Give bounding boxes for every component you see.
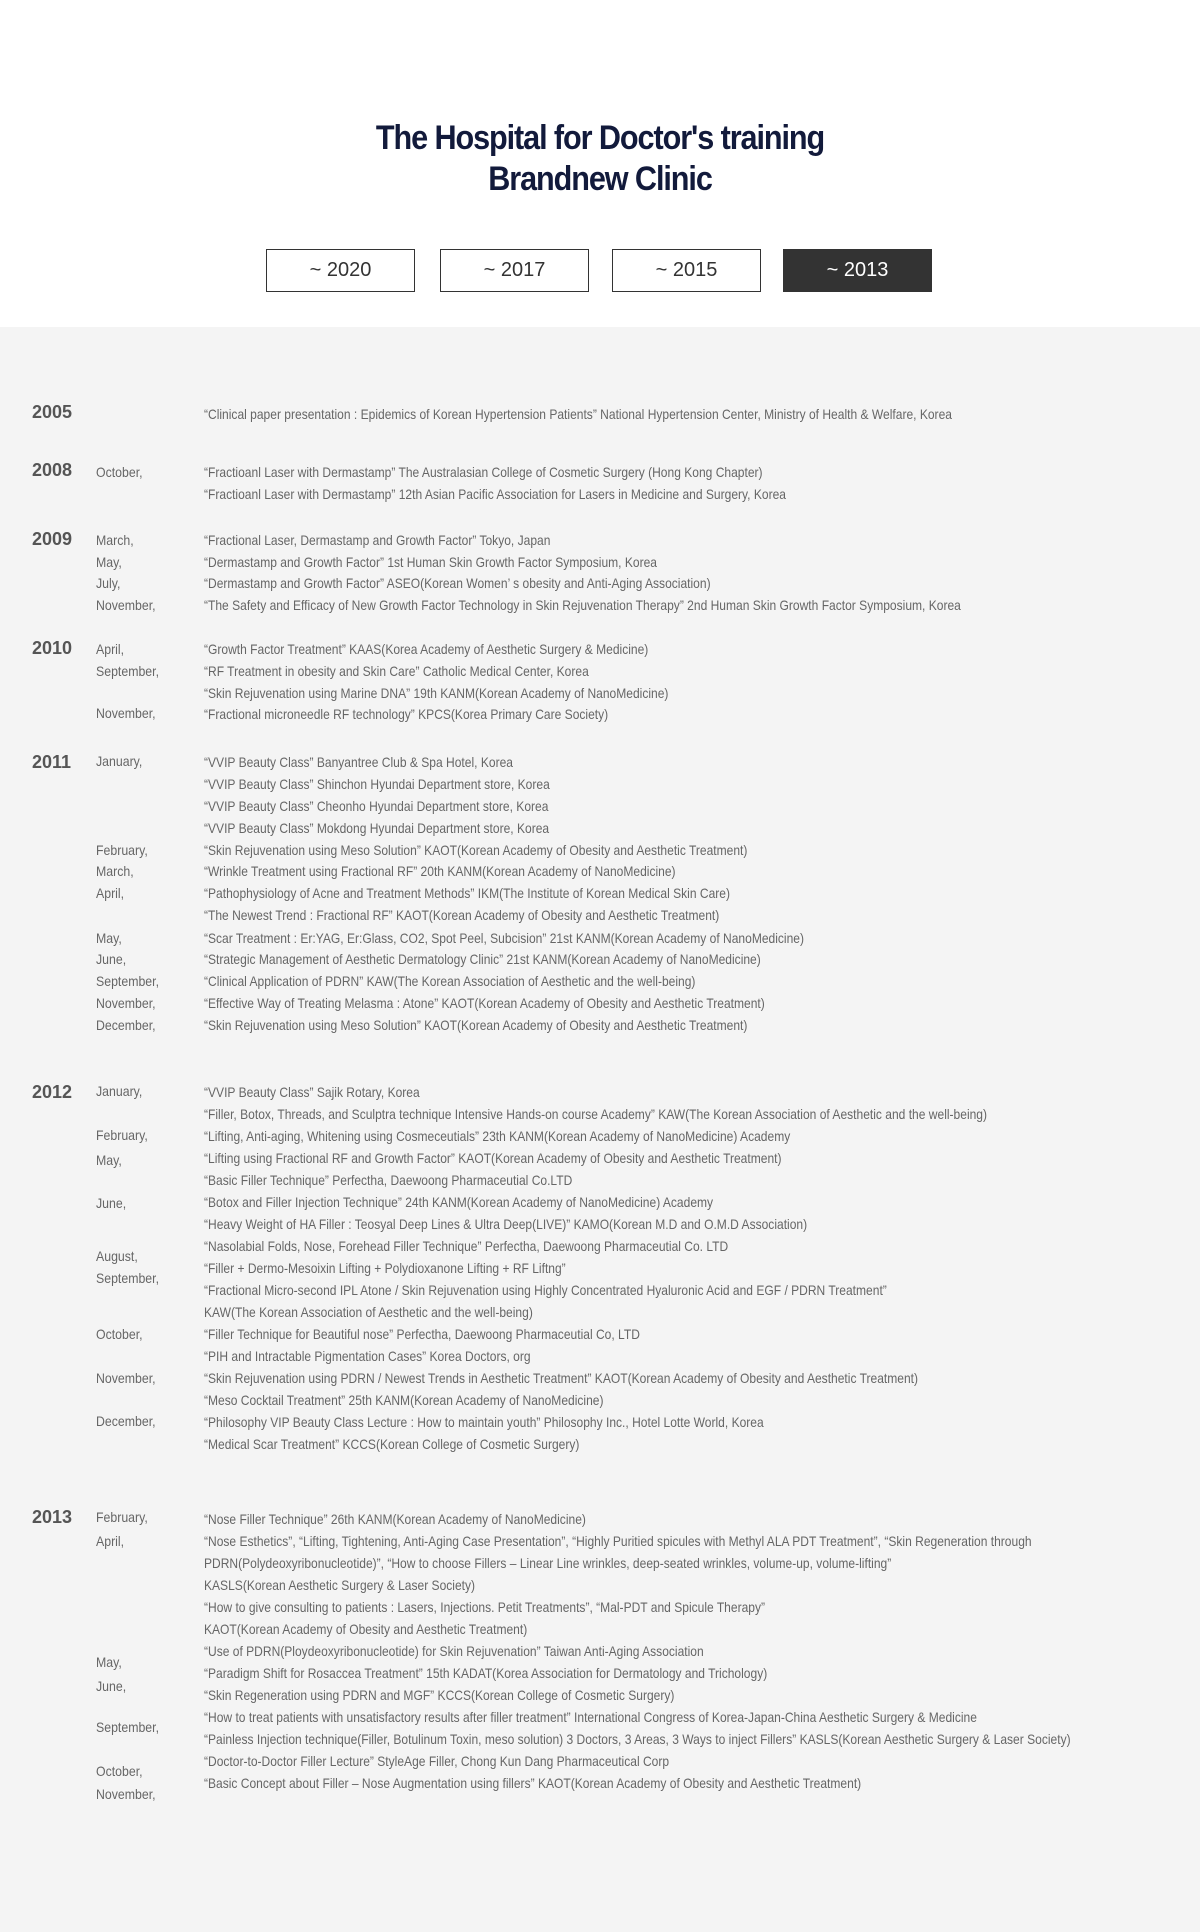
month-label: May,	[96, 930, 122, 946]
history-line: “Scar Treatment : Er:YAG, Er:Glass, CO2, Spot Peel, Subcision” 21st KANM(Korean Academy of NanoMedicine)	[204, 930, 805, 946]
history-line: “Growth Factor Treatment” KAAS(Korea Academy of Aesthetic Surgery & Medicine)	[204, 641, 649, 657]
history-line: “VVIP Beauty Class” Mokdong Hyundai Department store, Korea	[204, 820, 550, 836]
month-label: December,	[96, 1017, 156, 1033]
history-section	[0, 327, 1200, 1932]
tab-2020[interactable]: ~ 2020	[266, 249, 415, 292]
history-line: “Meso Cocktail Treatment” 25th KANM(Korean Academy of NanoMedicine)	[204, 1392, 604, 1408]
history-line: “Strategic Management of Aesthetic Dermatology Clinic” 21st KANM(Korean Academy of NanoMedicine)	[204, 951, 761, 967]
history-line: “Dermastamp and Growth Factor” 1st Human Skin Growth Factor Symposium, Korea	[204, 554, 657, 570]
history-line: “Use of PDRN(Ploydeoxyribonucleotide) for Skin Rejuvenation” Taiwan Anti-Aging Association	[204, 1643, 704, 1659]
month-label: June,	[96, 951, 127, 967]
year-2012: 2012	[32, 1082, 73, 1102]
history-line: “Medical Scar Treatment” KCCS(Korean College of Cosmetic Surgery)	[204, 1436, 580, 1452]
history-line: “VVIP Beauty Class” Banyantree Club & Spa Hotel, Korea	[204, 754, 513, 770]
year-2008: 2008	[32, 460, 73, 480]
history-line: “Lifting, Anti-aging, Whitening using Cosmeceutials” 23th KANM(Korean Academy of NanoMedicine) Academy	[204, 1128, 791, 1144]
month-label: June,	[96, 1678, 127, 1694]
history-line: “Fractional Micro-second IPL Atone / Skin Rejuvenation using Highly Concentrated Hyaluronic Acid and EGF / PDRN Treatment”	[204, 1282, 887, 1298]
month-label: July,	[96, 575, 121, 591]
history-line: “Nose Filler Technique” 26th KANM(Korean Academy of NanoMedicine)	[204, 1511, 586, 1527]
month-label: May,	[96, 1654, 122, 1670]
month-label: September,	[96, 1270, 160, 1286]
month-label: November,	[96, 1370, 156, 1386]
month-label: May,	[96, 1152, 122, 1168]
history-line: “Heavy Weight of HA Filler : Teosyal Deep Lines & Ultra Deep(LIVE)” KAMO(Korean M.D and O.M.D Association)	[204, 1216, 808, 1232]
history-line: “Fractional microneedle RF technology” KPCS(Korea Primary Care Society)	[204, 706, 609, 722]
title-line-1: The Hospital for Doctor's training	[375, 119, 825, 157]
history-line: “Basic Concept about Filler – Nose Augmentation using fillers” KAOT(Korean Academy of Obesity and Aesthetic Treatment)	[204, 1775, 862, 1791]
history-line: “Clinical paper presentation : Epidemics of Korean Hypertension Patients” National Hypertension Center, Ministry of Health & Welfare, Korea	[204, 406, 952, 422]
month-label: November,	[96, 597, 156, 613]
history-line: “Skin Rejuvenation using Meso Solution” KAOT(Korean Academy of Obesity and Aesthetic Treatment)	[204, 1017, 748, 1033]
month-label: October,	[96, 1763, 143, 1779]
tab-2017[interactable]: ~ 2017	[440, 249, 589, 292]
history-line: “Paradigm Shift for Rosaccea Treatment” 15th KADAT(Korea Association for Dermatology and Trichology)	[204, 1665, 768, 1681]
history-line: “VVIP Beauty Class” Cheonho Hyundai Department store, Korea	[204, 798, 549, 814]
history-line: “Doctor-to-Doctor Filler Lecture” StyleAge Filler, Chong Kun Dang Pharmaceutical Corp	[204, 1753, 670, 1769]
history-line: “How to treat patients with unsatisfactory results after filler treatment” International Congress of Korea-Japan-China Aesthetic Surgery & Medicine	[204, 1709, 977, 1725]
history-line: “Effective Way of Treating Melasma : Atone” KAOT(Korean Academy of Obesity and Aesthetic Treatment)	[204, 995, 765, 1011]
month-label: November,	[96, 1786, 156, 1802]
history-line: “Skin Rejuvenation using PDRN / Newest Trends in Aesthetic Treatment” KAOT(Korean Academy of Obesity and Aesthetic Treatment)	[204, 1370, 919, 1386]
history-line: “Fractioanl Laser with Dermastamp” 12th Asian Pacific Association for Lasers in Medicine and Surgery, Korea	[204, 486, 786, 502]
year-2005: 2005	[32, 402, 73, 422]
month-label: September,	[96, 1719, 160, 1735]
month-label: November,	[96, 705, 156, 721]
month-label: February,	[96, 842, 148, 858]
page-title	[60, 118, 1140, 200]
month-label: May,	[96, 554, 122, 570]
history-line: “Skin Rejuvenation using Marine DNA” 19th KANM(Korean Academy of NanoMedicine)	[204, 685, 669, 701]
history-line: KAOT(Korean Academy of Obesity and Aesthetic Treatment)	[204, 1621, 528, 1637]
history-line: “Lifting using Fractional RF and Growth Factor” KAOT(Korean Academy of Obesity and Aesthetic Treatment)	[204, 1150, 782, 1166]
history-line: “PIH and Intractable Pigmentation Cases” Korea Doctors, org	[204, 1348, 531, 1364]
history-line: “Clinical Application of PDRN” KAW(The Korean Association of Aesthetic and the well-being)	[204, 973, 696, 989]
tab-2015[interactable]: ~ 2015	[612, 249, 761, 292]
history-line: “The Newest Trend : Fractional RF” KAOT(Korean Academy of Obesity and Aesthetic Treatment)	[204, 907, 720, 923]
year-2011: 2011	[32, 752, 72, 772]
history-line: “Skin Regeneration using PDRN and MGF” KCCS(Korean College of Cosmetic Surgery)	[204, 1687, 675, 1703]
history-line: “How to give consulting to patients : Lasers, Injections. Petit Treatments”, “Mal-PDT and Spicule Therapy”	[204, 1599, 766, 1615]
period-tabs	[0, 249, 1200, 293]
month-label: August,	[96, 1248, 138, 1264]
history-line: “Filler Technique for Beautiful nose” Perfectha, Daewoong Pharmaceutial Co, LTD	[204, 1326, 640, 1342]
page-header	[0, 0, 1200, 327]
month-label: June,	[96, 1195, 127, 1211]
tab-2013[interactable]: ~ 2013	[783, 249, 932, 292]
history-line: “Fractional Laser, Dermastamp and Growth Factor” Tokyo, Japan	[204, 532, 551, 548]
month-label: April,	[96, 1533, 125, 1549]
history-line: “VVIP Beauty Class” Sajik Rotary, Korea	[204, 1084, 420, 1100]
history-line: “VVIP Beauty Class” Shinchon Hyundai Department store, Korea	[204, 776, 550, 792]
history-line: PDRN(Polydeoxyribonucleotide)”, “How to choose Fillers – Linear Line wrinkles, deep-seated wrinkles, volume-up, volume-lifting”	[204, 1555, 892, 1571]
month-label: December,	[96, 1413, 156, 1429]
month-label: February,	[96, 1509, 148, 1525]
history-line: “Filler + Dermo-Mesoixin Lifting + Polydioxanone Lifting + RF Liftng”	[204, 1260, 566, 1276]
month-label: September,	[96, 663, 160, 679]
month-label: October,	[96, 464, 143, 480]
month-label: April,	[96, 885, 125, 901]
history-line: “Pathophysiology of Acne and Treatment Methods” IKM(The Institute of Korean Medical Skin Care)	[204, 885, 731, 901]
history-line: KASLS(Korean Aesthetic Surgery & Laser Society)	[204, 1577, 476, 1593]
history-line: “Philosophy VIP Beauty Class Lecture : How to maintain youth” Philosophy Inc., Hotel Lotte World, Korea	[204, 1414, 764, 1430]
history-line: “Wrinkle Treatment using Fractional RF” 20th KANM(Korean Academy of NanoMedicine)	[204, 863, 676, 879]
month-label: April,	[96, 641, 125, 657]
history-line: “Filler, Botox, Threads, and Sculptra technique Intensive Hands-on course Academy” KAW(The Korean Association of Aesthetic and the well-being)	[204, 1106, 988, 1122]
history-line: “Skin Rejuvenation using Meso Solution” KAOT(Korean Academy of Obesity and Aesthetic Treatment)	[204, 842, 748, 858]
month-label: October,	[96, 1326, 143, 1342]
year-2010: 2010	[32, 638, 73, 658]
history-line: “Basic Filler Technique” Perfectha, Daewoong Pharmaceutial Co.LTD	[204, 1172, 573, 1188]
year-2013: 2013	[32, 1507, 73, 1527]
history-line: “Painless Injection technique(Filler, Botulinum Toxin, meso solution) 3 Doctors, 3 Areas, 3 Ways to inject Fillers” KASLS(Korean Aesthetic Surgery & Laser Society)	[204, 1731, 1071, 1747]
history-line: “Fractioanl Laser with Dermastamp” The Australasian College of Cosmetic Surgery (Hong Kong Chapter)	[204, 464, 763, 480]
history-line: KAW(The Korean Association of Aesthetic and the well-being)	[204, 1304, 533, 1320]
history-line: “Dermastamp and Growth Factor” ASEO(Korean Women’ s obesity and Anti-Aging Association)	[204, 575, 711, 591]
history-line: “Nasolabial Folds, Nose, Forehead Filler Technique” Perfectha, Daewoong Pharmaceutial Co. LTD	[204, 1238, 729, 1254]
month-label: January,	[96, 753, 143, 769]
history-line: “Botox and Filler Injection Technique” 24th KANM(Korean Academy of NanoMedicine) Academy	[204, 1194, 714, 1210]
year-2009: 2009	[32, 529, 73, 549]
history-line: “The Safety and Efficacy of New Growth Factor Technology in Skin Rejuvenation Therapy” 2nd Human Skin Growth Factor Symposium, Korea	[204, 597, 961, 613]
month-label: January,	[96, 1083, 143, 1099]
title-line-2: Brandnew Clinic	[488, 160, 712, 198]
month-label: September,	[96, 973, 160, 989]
history-line: “RF Treatment in obesity and Skin Care” Catholic Medical Center, Korea	[204, 663, 589, 679]
month-label: March,	[96, 863, 134, 879]
month-label: February,	[96, 1127, 148, 1143]
month-label: November,	[96, 995, 156, 1011]
history-line: “Nose Esthetics”, “Lifting, Tightening, Anti-Aging Case Presentation”, “Highly Puritied spicules with Methyl ALA PDT Treatment”, “Skin Regeneration through	[204, 1533, 1032, 1549]
month-label: March,	[96, 532, 134, 548]
